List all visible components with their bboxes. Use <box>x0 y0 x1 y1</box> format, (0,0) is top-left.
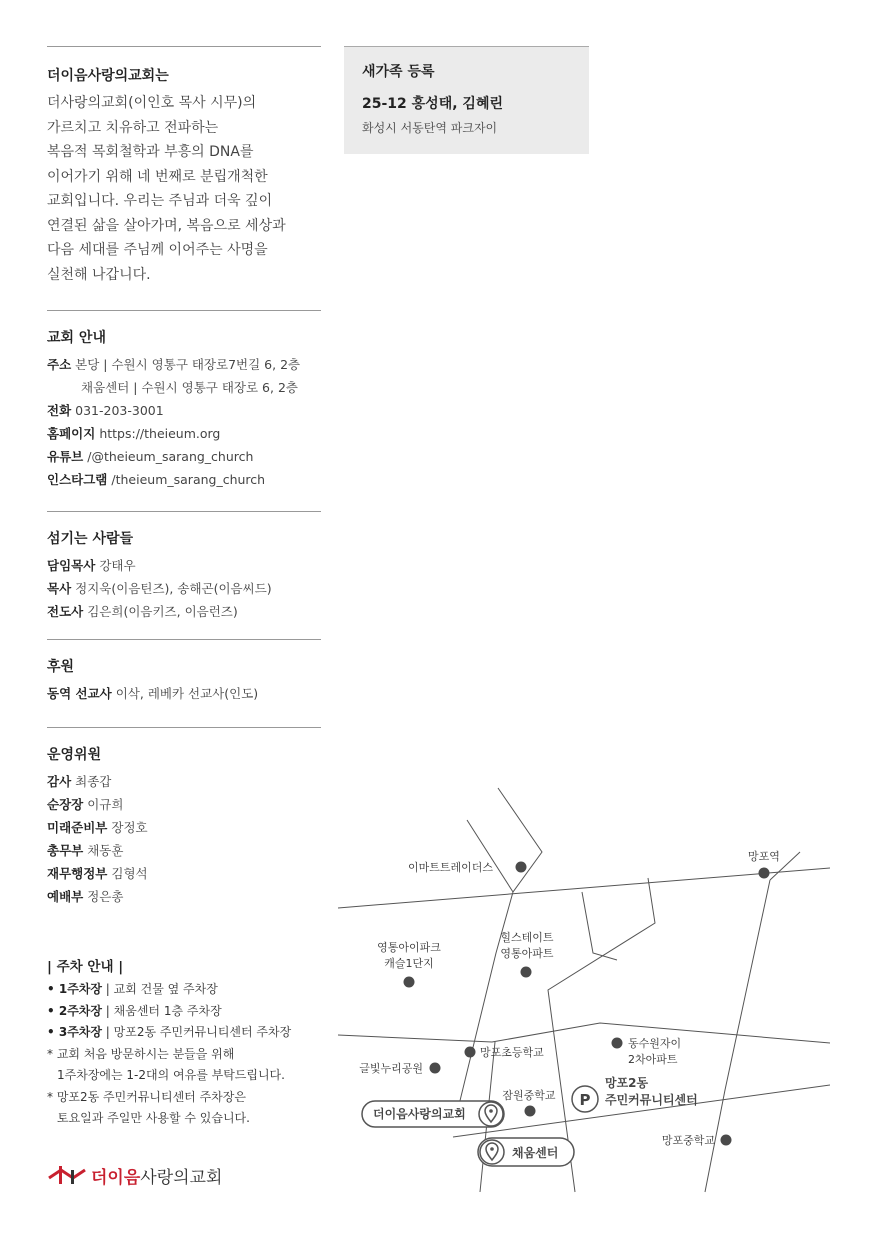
evangelist-value: 김은희(이음키즈, 이음런즈) <box>87 604 238 619</box>
church-pin-label: 더이음사랑의교회 <box>373 1107 466 1121</box>
new-family-location: 화성시 서동탄역 파크자이 <box>362 121 498 135</box>
evangelist-label: 전도사 <box>47 604 84 619</box>
senior-pastor-row <box>47 554 321 577</box>
instagram-row <box>47 468 321 491</box>
phone-row <box>47 399 321 422</box>
senior-pastor-value: 강태우 <box>99 558 136 573</box>
committee-row <box>47 862 321 885</box>
committee-row <box>47 816 321 839</box>
label-community-1: 망포2동 <box>605 1076 649 1090</box>
label-mangpo-station: 망포역 <box>748 850 780 863</box>
youtube-link[interactable]: /@theieum_sarang_church <box>87 449 254 464</box>
missionary-label: 동역 선교사 <box>47 686 112 701</box>
intro-line: 복음적 목회철학과 부흥의 DNA를 <box>47 144 254 160</box>
committee-value: 이규희 <box>87 797 124 812</box>
committee-label: 예배부 <box>47 889 84 904</box>
committee-row <box>47 793 321 816</box>
intro-line: 교회입니다. 우리는 주님과 더욱 깊이 <box>47 193 273 209</box>
parking-title: | 주차 안내 | <box>47 959 124 975</box>
community-center-marker <box>572 1075 698 1112</box>
committee-label: 순장장 <box>47 797 84 812</box>
label-yt-ipark-1: 영통아이파크 <box>377 941 441 954</box>
parking-item-label: • 3주차장 <box>47 1025 102 1039</box>
label-geulbit-park: 글빛누리공원 <box>359 1062 423 1075</box>
label-mangpo-elem: 망포초등학교 <box>480 1046 544 1059</box>
senior-pastor-label: 담임목사 <box>47 558 96 573</box>
label-community-2: 주민커뮤니티센터 <box>605 1093 698 1107</box>
church-logo <box>47 1162 222 1188</box>
location-map <box>330 780 830 1200</box>
parking-item <box>47 979 347 1001</box>
committee-value: 장정호 <box>111 820 148 835</box>
map-marker <box>721 1135 732 1146</box>
parking-note: 토요일과 주일만 사용할 수 있습니다. <box>57 1111 250 1125</box>
instagram-link[interactable]: /theieum_sarang_church <box>111 472 266 487</box>
label-jamwon-middle: 잠원중학교 <box>502 1089 556 1102</box>
youtube-row <box>47 445 321 468</box>
instagram-label: 인스타그램 <box>47 472 108 487</box>
map-marker <box>404 977 415 988</box>
committee-value: 정은총 <box>87 889 124 904</box>
intro-section <box>47 46 321 287</box>
servants-section <box>47 511 321 623</box>
logo-text-part1: 더이음 <box>91 1167 141 1188</box>
youtube-label: 유튜브 <box>47 449 84 464</box>
missionary-row <box>47 682 321 705</box>
homepage-row <box>47 422 321 445</box>
parking-item <box>47 1022 347 1044</box>
location-pin-dot <box>489 1109 493 1113</box>
intro-line: 실천해 나갑니다. <box>47 266 151 283</box>
parking-note: 1주차장에는 1-2대의 여유를 부탁드립니다. <box>57 1068 285 1082</box>
committee-label: 감사 <box>47 774 72 789</box>
intro-body <box>47 91 321 287</box>
label-emart: 이마트트레이더스 <box>407 861 493 874</box>
committee-row <box>47 885 321 908</box>
map-marker <box>516 862 527 873</box>
committee-section <box>47 727 321 908</box>
intro-line: 이어가기 위해 네 번째로 분립개척한 <box>47 168 268 185</box>
missionary-value: 이삭, 레베카 선교사(인도) <box>115 686 259 701</box>
parking-item-value: | 채움센터 1층 주차장 <box>101 1003 222 1018</box>
label-dongsuwon-2: 2차아파트 <box>628 1053 678 1066</box>
address-chaeum: 채움센터 | 수원시 영통구 태장로 6, 2층 <box>81 380 298 395</box>
church-info-section <box>47 310 321 491</box>
label-hills-2: 영통아파트 <box>500 947 554 960</box>
location-pin-dot <box>490 1147 494 1151</box>
new-family-title: 새가족 등록 <box>362 64 435 80</box>
committee-value: 김형석 <box>111 866 148 881</box>
committee-value: 채동훈 <box>87 843 124 858</box>
map-marker <box>430 1063 441 1074</box>
intro-line: 가르치고 치유하고 전파하는 <box>47 119 219 136</box>
map-marker <box>759 868 770 879</box>
committee-label: 총무부 <box>47 843 84 858</box>
intro-line: 더사랑의교회(이인호 목사 시무)의 <box>47 95 257 111</box>
phone-label: 전화 <box>47 403 72 418</box>
church-pin[interactable] <box>362 1101 504 1127</box>
address-main: 본당 | 수원시 영통구 태장로7번길 6, 2층 <box>75 357 301 372</box>
parking-item <box>47 1001 347 1023</box>
label-dongsuwon-1: 동수원자이 <box>628 1037 682 1050</box>
parking-item-value: | 교회 건물 옆 주차장 <box>101 982 218 996</box>
church-info-title: 교회 안내 <box>47 330 106 346</box>
church-logo-icon <box>47 1164 87 1186</box>
parking-item-value: | 망포2동 주민커뮤니티센터 주차장 <box>101 1025 292 1039</box>
map-marker <box>525 1106 536 1117</box>
intro-title: 더이음사랑의교회는 <box>47 68 169 84</box>
chaeum-pin-label: 채움센터 <box>512 1146 559 1160</box>
map-marker <box>612 1038 623 1049</box>
new-family-box <box>344 46 589 154</box>
homepage-link[interactable]: https://theieum.org <box>99 426 221 441</box>
logo-text <box>91 1163 222 1188</box>
address-row <box>47 353 321 376</box>
parking-section <box>47 955 347 1130</box>
parking-note: * 망포2동 주민커뮤니티센터 주차장은 <box>47 1089 246 1104</box>
phone-value: 031-203-3001 <box>75 403 164 418</box>
committee-row <box>47 770 321 793</box>
committee-label: 재무행정부 <box>47 866 108 881</box>
address-row-2 <box>47 376 321 399</box>
label-hills-1: 힐스테이트 <box>500 931 554 944</box>
chaeum-pin[interactable] <box>478 1138 574 1166</box>
intro-line: 다음 세대를 주님께 이어주는 사명을 <box>47 242 268 258</box>
committee-value: 최종갑 <box>75 774 112 789</box>
label-mangpo-middle: 망포중학교 <box>661 1134 715 1147</box>
parking-item-label: • 1주차장 <box>47 982 102 996</box>
servants-title: 섬기는 사람들 <box>47 531 134 547</box>
label-yt-ipark-2: 캐슬1단지 <box>384 957 434 970</box>
new-family-names: 25-12 홍성태, 김혜린 <box>362 96 503 112</box>
committee-row <box>47 839 321 862</box>
address-label: 주소 <box>47 357 72 372</box>
parking-icon-letter: P <box>579 1091 591 1109</box>
support-section <box>47 639 321 705</box>
parking-note: * 교회 처음 방문하시는 분들을 위해 <box>47 1046 235 1061</box>
pastor-row <box>47 577 321 600</box>
support-title: 후원 <box>47 659 75 675</box>
logo-text-part2: 사랑의교회 <box>140 1167 223 1188</box>
evangelist-row <box>47 600 321 623</box>
pastor-label: 목사 <box>47 581 72 596</box>
parking-item-label: • 2주차장 <box>47 1003 102 1018</box>
homepage-label: 홈페이지 <box>47 426 96 441</box>
map-marker <box>521 967 532 978</box>
committee-title: 운영위원 <box>47 747 102 763</box>
map-marker <box>465 1047 476 1058</box>
committee-label: 미래준비부 <box>47 820 108 835</box>
intro-line: 연결된 삶을 살아가며, 복음으로 세상과 <box>47 217 286 234</box>
pastor-value: 정지욱(이음틴즈), 송해곤(이음씨드) <box>75 581 272 596</box>
map-roads <box>338 788 830 1192</box>
